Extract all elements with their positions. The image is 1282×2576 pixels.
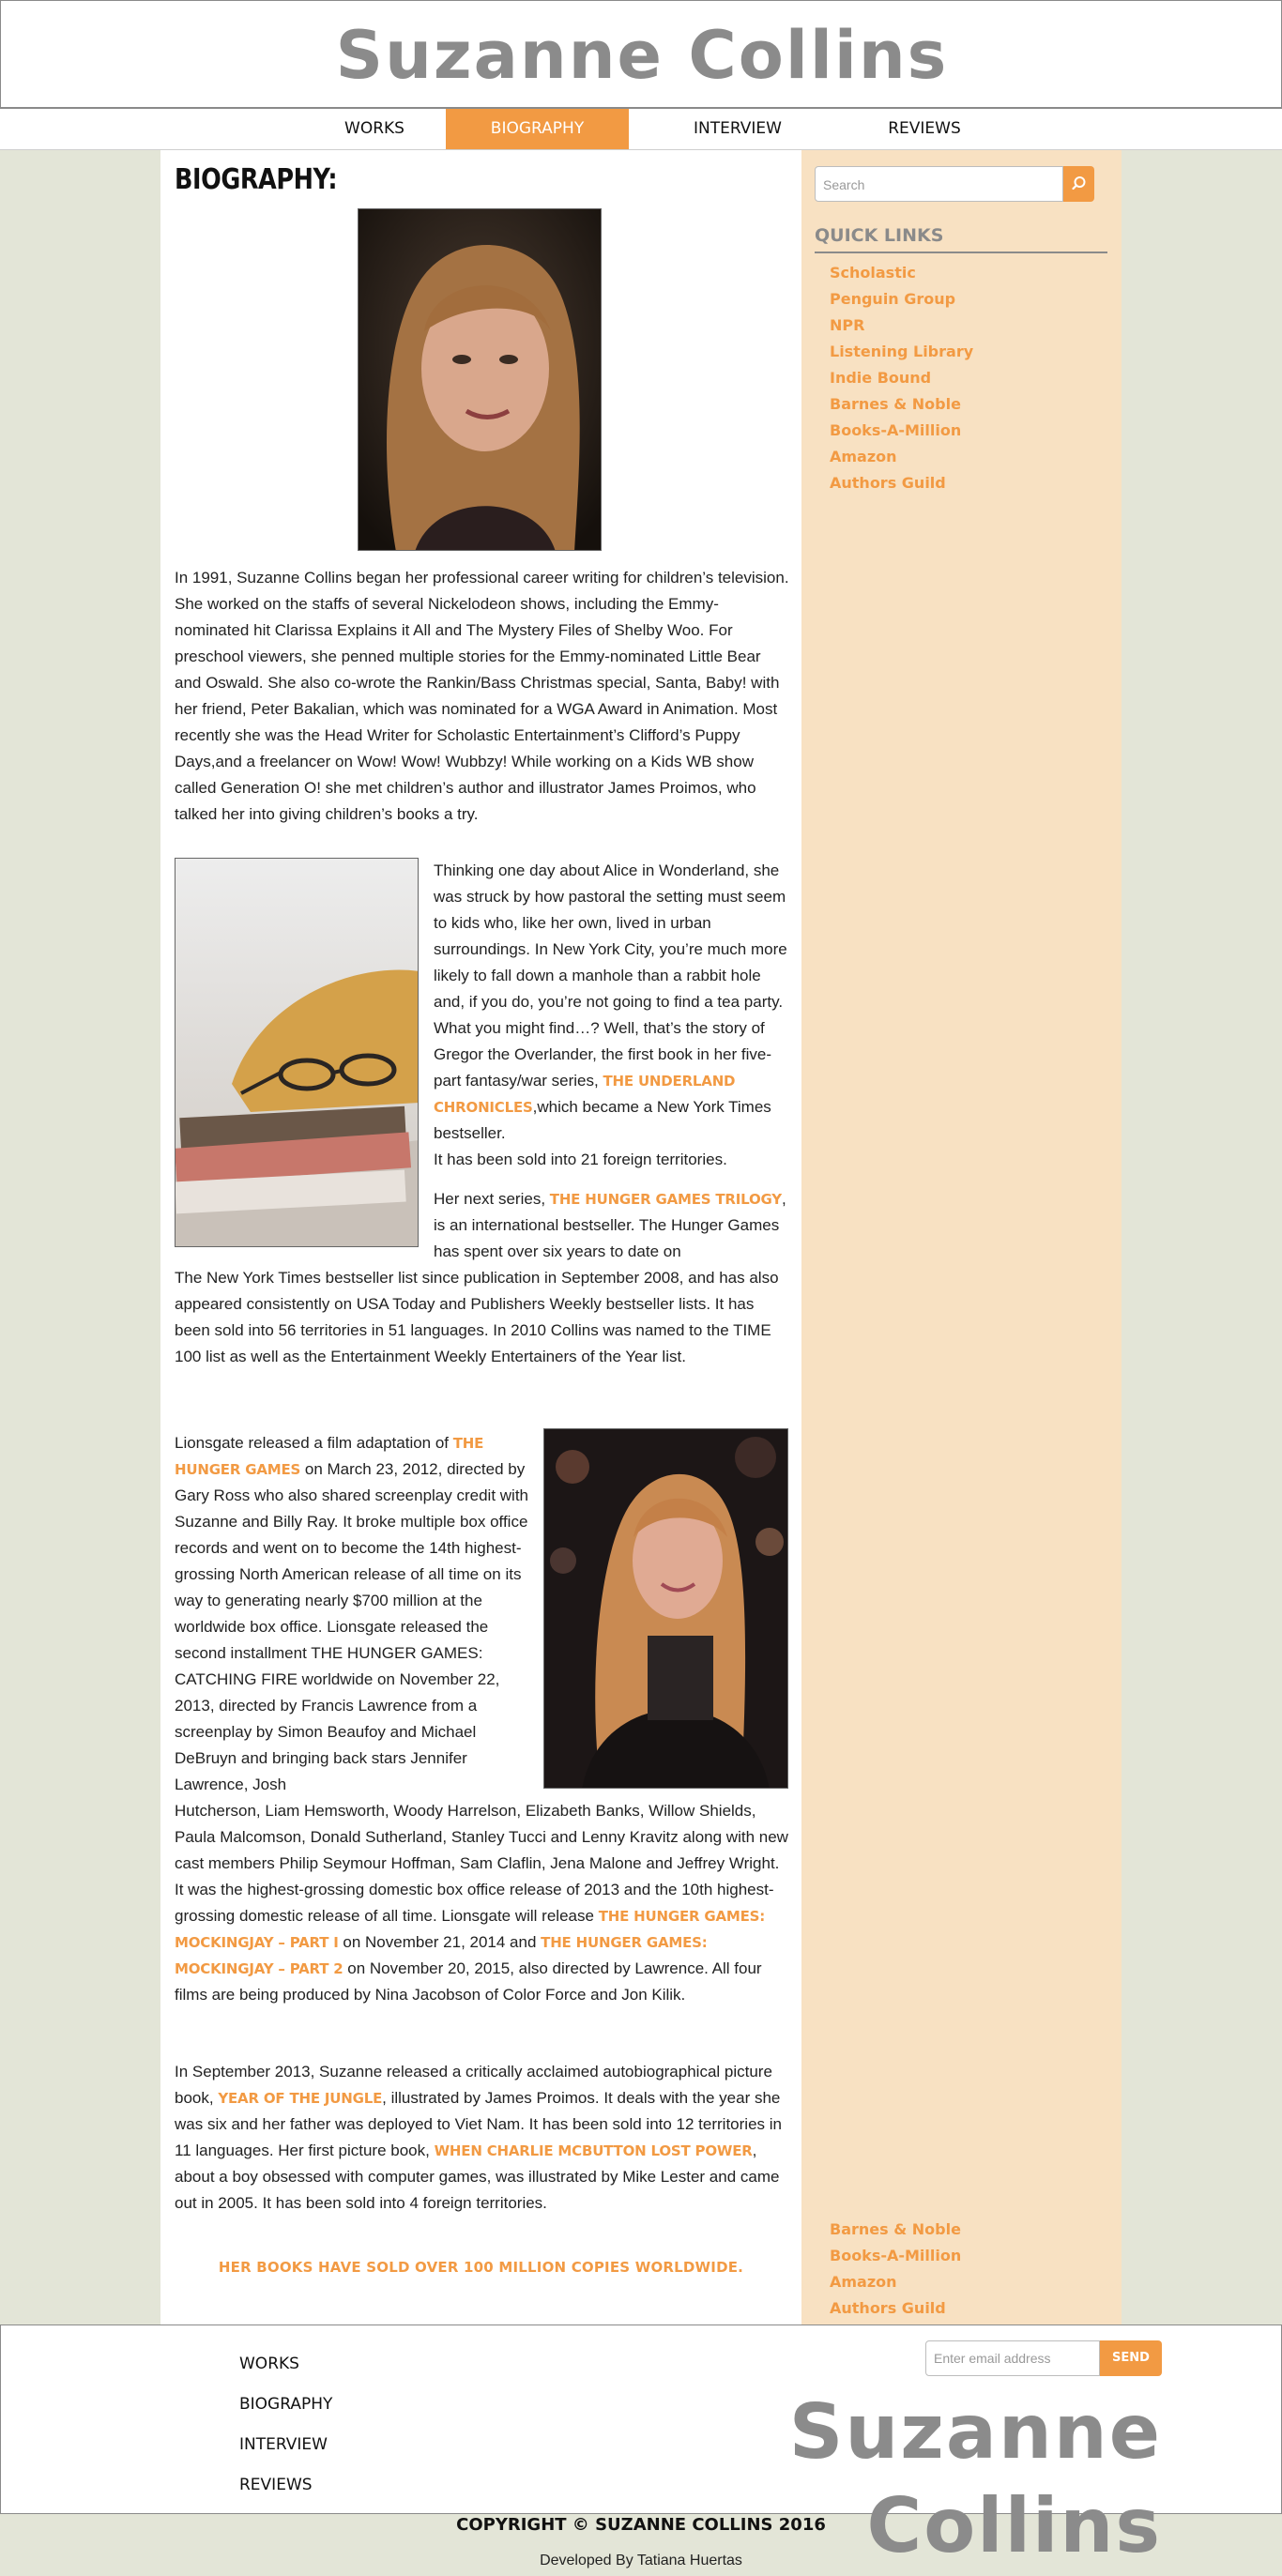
copyright: COPYRIGHT © SUZANNE COLLINS 2016 [456, 2515, 826, 2535]
quick-link-scholastic[interactable]: Scholastic [830, 264, 916, 282]
bio-paragraph-4-start [175, 1430, 531, 1798]
footer-logo[interactable]: Suzanne Collins [788, 2388, 1162, 2569]
bio-paragraph-4-wrap-text: on March 23, 2012, directed by Gary Ross who also shared screenplay credit with Suzanne and Billy Ray. It broke multiple box office records and went on to become the 14th highest-grossing North American release of all time on its way to generating nearly $700 million at the worldwide box office. Lionsgate released the second installment THE HUNGER GAMES: CATCHING FIRE worldwide on November 22, 2013, directed by Francis Lawrence from a screenplay by Simon Beaufoy and Michael DeBruyn and bringing back stars Jennifer Lawrence, Josh [175, 1460, 528, 1793]
hunger-games-trilogy-link[interactable]: THE HUNGER GAMES TRILOGY [549, 1191, 782, 1208]
search-icon [1063, 166, 1094, 202]
footer-nav-reviews[interactable]: REVIEWS [239, 2476, 313, 2494]
quick-link-barnes-noble[interactable]: Barnes & Noble [830, 395, 961, 413]
footer-nav-biography[interactable]: BIOGRAPHY [239, 2395, 333, 2414]
author-portrait-photo [358, 208, 602, 551]
footer-nav [239, 2344, 332, 2506]
nav-works[interactable]: WORKS [344, 119, 404, 138]
nav-interview[interactable]: INTERVIEW [694, 119, 782, 138]
bio-paragraph-2-text: Thinking one day about Alice in Wonderland, she was struck by how pastoral the setting must seem to kids who, like her own, lived in urban surroundings. In New York City, you’re much more likely to fall down a manhole than a rabbit hole and, if you do, you’re not going to find a tea party. What you might find…? Well, that’s the story of Gregor the Overlander, the first book in her five-part fantasy/war series, [434, 861, 787, 1090]
author-premiere-photo [543, 1428, 788, 1789]
search-button[interactable] [1063, 166, 1094, 202]
bio-paragraph-3-start: Her next series, [434, 1190, 546, 1208]
hunger-games-link[interactable]: THE HUNGER GAMES [175, 1435, 484, 1478]
bio-paragraph-4-text: Hutcherson, Liam Hemsworth, Woody Harrelson, Elizabeth Banks, Willow Shields, Paula Malcomson, Donald Sutherland, Stanley Tucci and Lenny Kravitz along with new cast members Philip Seymour Hoffman, Sam Claflin, Jena Malone and Jeffrey Wright. It was the highest-grossing domestic box office release of 2013 and the 10th highest-grossing domestic release of all time. Lionsgate will release [175, 1802, 788, 1925]
sidebar [801, 150, 1122, 2324]
quick-link-authors-guild[interactable]: Authors Guild [830, 474, 946, 492]
footer-nav-works[interactable]: WORKS [239, 2355, 299, 2373]
quick-link-penguin[interactable]: Penguin Group [830, 290, 956, 308]
developer-credit: Developed By Tatiana Huertas [540, 2553, 742, 2568]
bio-paragraph-2 [434, 858, 790, 1173]
year-of-the-jungle-link[interactable]: YEAR OF THE JUNGLE [218, 2090, 383, 2107]
bio-paragraph-5-tail: , about a boy obsessed with computer games, was illustrated by Mike Lester and came out in 2005. It has been sold into 4 foreign territories. [175, 2142, 780, 2212]
quick-link-listening-library[interactable]: Listening Library [830, 343, 974, 360]
quick-links-list [830, 260, 973, 496]
send-button[interactable]: SEND [1100, 2340, 1162, 2376]
footer-nav-interview[interactable]: INTERVIEW [239, 2435, 328, 2454]
quick-links-list-bottom [830, 2217, 961, 2322]
bio-paragraph-3-text: The New York Times bestseller list since publication in September 2008, and has also appeared consistently on USA Today and Publishers Weekly bestseller lists. It has been sold into 56 territories in 51 languages. In 2010 Collins was named to the TIME 100 list as well as the Entertainment Weekly Entertainers of the Year list. [175, 1269, 779, 1365]
mockingjay-part2-link[interactable]: THE HUNGER GAMES: MOCKINGJAY – PART 2 [175, 1934, 708, 1977]
charlie-mcbutton-link[interactable]: WHEN CHARLIE MCBUTTON LOST POWER [434, 2142, 753, 2159]
bio-paragraph-3 [175, 1265, 789, 1370]
bio-paragraph-2-sold: It has been sold into 21 foreign territories. [434, 1151, 727, 1168]
books-glasses-photo [175, 858, 419, 1247]
quick-link-npr[interactable]: NPR [830, 316, 865, 334]
quick-link-amazon[interactable]: Amazon [830, 448, 897, 465]
bio-paragraph-4-and: on November 21, 2014 and [343, 1933, 537, 1951]
email-input[interactable]: Enter email address [925, 2340, 1100, 2376]
quick-link-books-a-million[interactable]: Books-A-Million [830, 421, 962, 439]
quick-links-title: QUICK LINKS [815, 225, 1107, 253]
bio-paragraph-2-tail: ,which became a New York Times bestseller. [434, 1098, 771, 1142]
quick-link-amazon-bottom[interactable]: Amazon [830, 2273, 897, 2291]
bio-paragraph-5 [175, 2059, 789, 2217]
bio-paragraph-4-intro: Lionsgate released a film adaptation of [175, 1434, 450, 1452]
main-nav [0, 109, 1282, 150]
bio-paragraph-3-wrap [434, 1186, 790, 1265]
main-content [160, 150, 801, 2324]
search-input[interactable]: Search [815, 166, 1063, 202]
mockingjay-part1-link[interactable]: THE HUNGER GAMES: MOCKINGJAY – PART I [175, 1908, 766, 1951]
bio-paragraph-4-tail: on November 20, 2015, also directed by Lawrence. All four films are being produced by Nina Jacobson of Color Force and Jon Kilik. [175, 1959, 762, 2004]
site-header [0, 0, 1282, 109]
underland-chronicles-link[interactable]: THE UNDERLAND CHRONICLES [434, 1073, 736, 1116]
nav-biography[interactable]: BIOGRAPHY [446, 109, 629, 149]
quick-link-books-a-million-bottom[interactable]: Books-A-Million [830, 2247, 962, 2264]
bio-paragraph-4 [175, 1798, 789, 2008]
quick-link-barnes-noble-bottom[interactable]: Barnes & Noble [830, 2220, 961, 2238]
quick-link-indie-bound[interactable]: Indie Bound [830, 369, 932, 387]
bio-paragraph-3-wrap-text: , is an international bestseller. The Hunger Games has spent over six years to date on [434, 1190, 786, 1260]
nav-reviews[interactable]: REVIEWS [888, 119, 961, 138]
quick-link-authors-guild-bottom[interactable]: Authors Guild [830, 2299, 946, 2317]
sales-callout: HER BOOKS HAVE SOLD OVER 100 MILLION COPIES WORLDWIDE. [218, 2259, 744, 2276]
site-logo[interactable]: Suzanne Collins [335, 17, 949, 94]
bio-paragraph-5-middle: , illustrated by James Proimos. It deals with the year she was six and her father was deployed to Viet Nam. It has been sold into 12 territories in 11 languages. Her first picture book, [175, 2089, 782, 2159]
bio-paragraph-1: In 1991, Suzanne Collins began her professional career writing for children’s television. She worked on the staffs of several Nickelodeon shows, including the Emmy-nominated hit Clarissa Explains it All and The Mystery Files of Shelby Woo. For preschool viewers, she penned multiple stories for the Emmy-nominated Little Bear and Oswald. She also co-wrote the Rankin/Bass Christmas special, Santa, Baby! with her friend, Peter Bakalian, which was nominated for a WGA Award in Animation. Most recently she was the Head Writer for Scholastic Entertainment’s Clifford’s Puppy Days,and a freelancer on Wow! Wow! Wubbzy! While working on a Kids WB show called Generation O! she met children’s author and illustrator James Proimos, who talked her into giving children’s books a try. [175, 569, 789, 823]
page-title: BIOGRAPHY: [175, 163, 338, 196]
bio-paragraph-5-intro: In September 2013, Suzanne released a critically acclaimed autobiographical picture book, [175, 2063, 772, 2107]
